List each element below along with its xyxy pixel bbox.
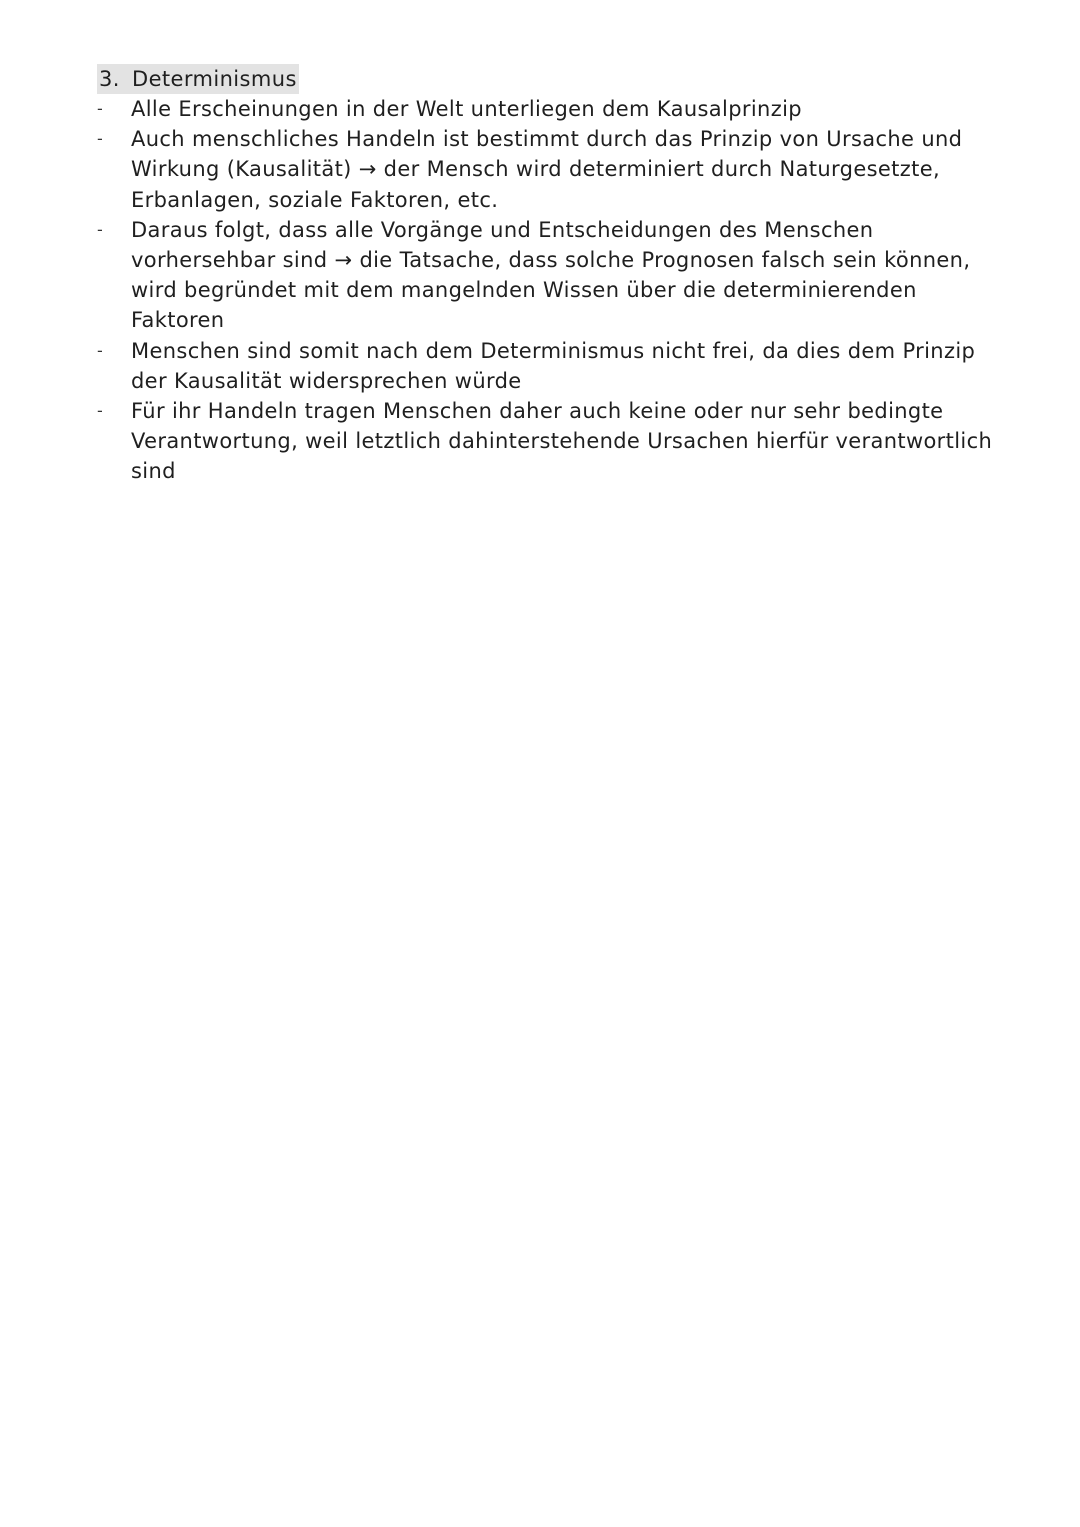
bullet-list bbox=[97, 94, 1017, 487]
bullet-dash: - bbox=[97, 99, 104, 118]
bullet-dash: - bbox=[97, 219, 104, 239]
list-item bbox=[97, 94, 1017, 124]
list-item bbox=[97, 124, 1017, 215]
list-item bbox=[97, 336, 1017, 396]
list-item bbox=[97, 396, 1017, 487]
list-item bbox=[97, 215, 1017, 336]
section-heading bbox=[97, 64, 299, 94]
list-item-text: Alle Erscheinungen in der Welt unterliegen dem Kausalprinzip bbox=[131, 97, 802, 121]
section-title: Determinismus bbox=[132, 67, 297, 91]
bullet-dash: - bbox=[97, 129, 104, 149]
list-item-text: Für ihr Handeln tragen Menschen daher auch keine oder nur sehr bedingte Verantwortung, weil letztlich dahinterstehende Ursachen hierfür verantwortlich sind bbox=[131, 399, 993, 484]
bullet-dash: - bbox=[97, 340, 104, 360]
list-item-text: Daraus folgt, dass alle Vorgänge und Entscheidungen des Menschen vorhersehbar sind → die Tatsache, dass solche Prognosen falsch sein können, wird begründet mit dem mangelnden Wissen über die determinierenden Faktoren bbox=[131, 217, 971, 333]
list-item-text: Auch menschliches Handeln ist bestimmt durch das Prinzip von Ursache und Wirkung (Kausalität) → der Mensch wird determiniert durch Naturgesetzte, Erbanlagen, soziale Faktoren, etc. bbox=[131, 127, 963, 212]
section-number: 3. bbox=[99, 67, 120, 91]
determinism-section bbox=[97, 64, 1017, 487]
list-item-text: Menschen sind somit nach dem Determinismus nicht frei, da dies dem Prinzip der Kausalität widersprechen würde bbox=[131, 338, 976, 393]
bullet-dash: - bbox=[97, 401, 104, 421]
